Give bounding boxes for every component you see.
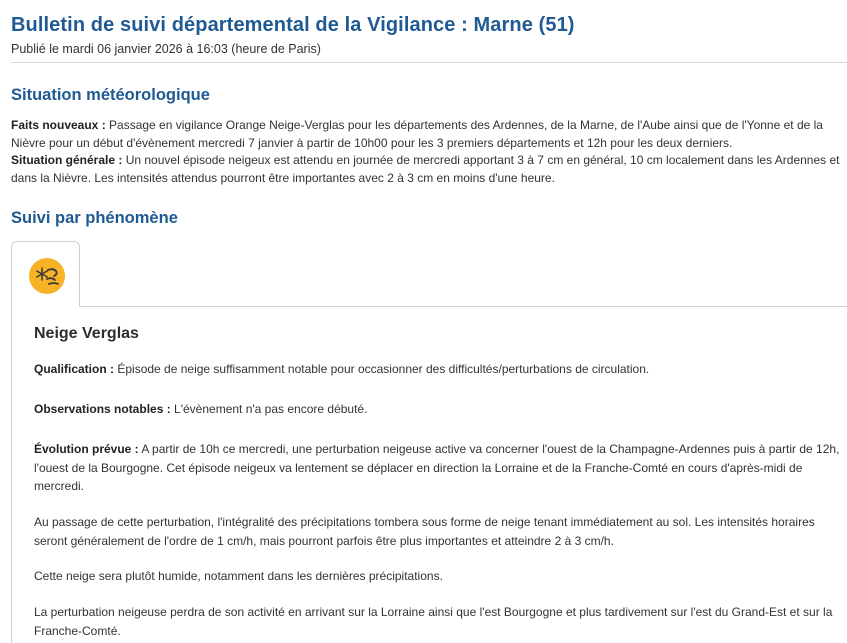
tab-neige-verglas[interactable] <box>11 241 80 307</box>
situation-generale-text: Un nouvel épisode neigeux est attendu en journée de mercredi apportant 3 à 7 cm en général, 10 cm localement dans les Ardennes et dans la Nièvre. Les intensités attendus pourront être importantes avec 2 à 3 cm en moins d'une heure. <box>11 153 840 185</box>
suivi-heading: Suivi par phénomène <box>11 209 178 227</box>
evolution-text: A partir de 10h ce mercredi, une perturbation neigeuse active va concerner l'ouest de la Champagne-Ardennes puis à partir de 12h, l'ouest de la Bourgogne. Cet épisode neigeux va lentement se déplacer en direction la Lorraine et de la Franche-Comté en cours d'après-midi de mercredi. <box>34 442 840 493</box>
situation-generale-paragraph <box>11 152 841 187</box>
observations-text: L'évènement n'a pas encore débuté. <box>170 402 368 416</box>
perturbation-paragraph: Au passage de cette perturbation, l'intégralité des précipitations tombera sous forme de neige tenant immédiatement au sol. Les intensités horaires seront généralement de l'ordre de 1 cm/h, mais pourront parfois être plus importantes et atteindre 2 à 3 cm/h. <box>34 515 815 548</box>
snow-ice-icon <box>29 258 65 294</box>
observations-paragraph <box>34 400 844 419</box>
situation-heading: Situation météorologique <box>11 86 210 104</box>
faits-nouveaux-label: Faits nouveaux : <box>11 118 106 132</box>
evolution-paragraph <box>34 440 844 496</box>
evolution-label: Évolution prévue : <box>34 442 139 456</box>
panel-border-left <box>11 306 12 643</box>
qualification-paragraph <box>34 360 844 379</box>
faits-nouveaux-paragraph <box>11 117 841 152</box>
faits-nouveaux-text: Passage en vigilance Orange Neige-Verglas pour les départements des Ardennes, de la Marne, de l'Aube ainsi que de l'Yonne et de la Nièvre pour un début d'évènement mercredi 7 janvier à partir de 10h00 pour les 3 premiers départements et 12h pour les deux derniers. <box>11 118 823 150</box>
qualification-label: Qualification : <box>34 362 115 376</box>
neige-humide-paragraph: Cette neige sera plutôt humide, notamment dans les dernières précipitations. <box>34 569 443 583</box>
publication-date: Publié le mardi 06 janvier 2026 à 16:03 (heure de Paris) <box>11 42 321 56</box>
panel-border-top <box>80 306 847 307</box>
header-divider <box>11 62 847 63</box>
observations-label: Observations notables : <box>34 402 171 416</box>
activite-paragraph: La perturbation neigeuse perdra de son activité en arrivant sur la Lorraine ainsi que l'est Bourgogne et plus tardivement sur l'est du Grand-Est et sur la Franche-Comté. <box>34 605 833 638</box>
page-title: Bulletin de suivi départemental de la Vigilance : Marne (51) <box>11 14 575 36</box>
qualification-text: Épisode de neige suffisamment notable pour occasionner des difficultés/perturbations de circulation. <box>114 362 650 376</box>
phenomenon-title: Neige Verglas <box>34 325 139 342</box>
situation-generale-label: Situation générale : <box>11 153 123 167</box>
